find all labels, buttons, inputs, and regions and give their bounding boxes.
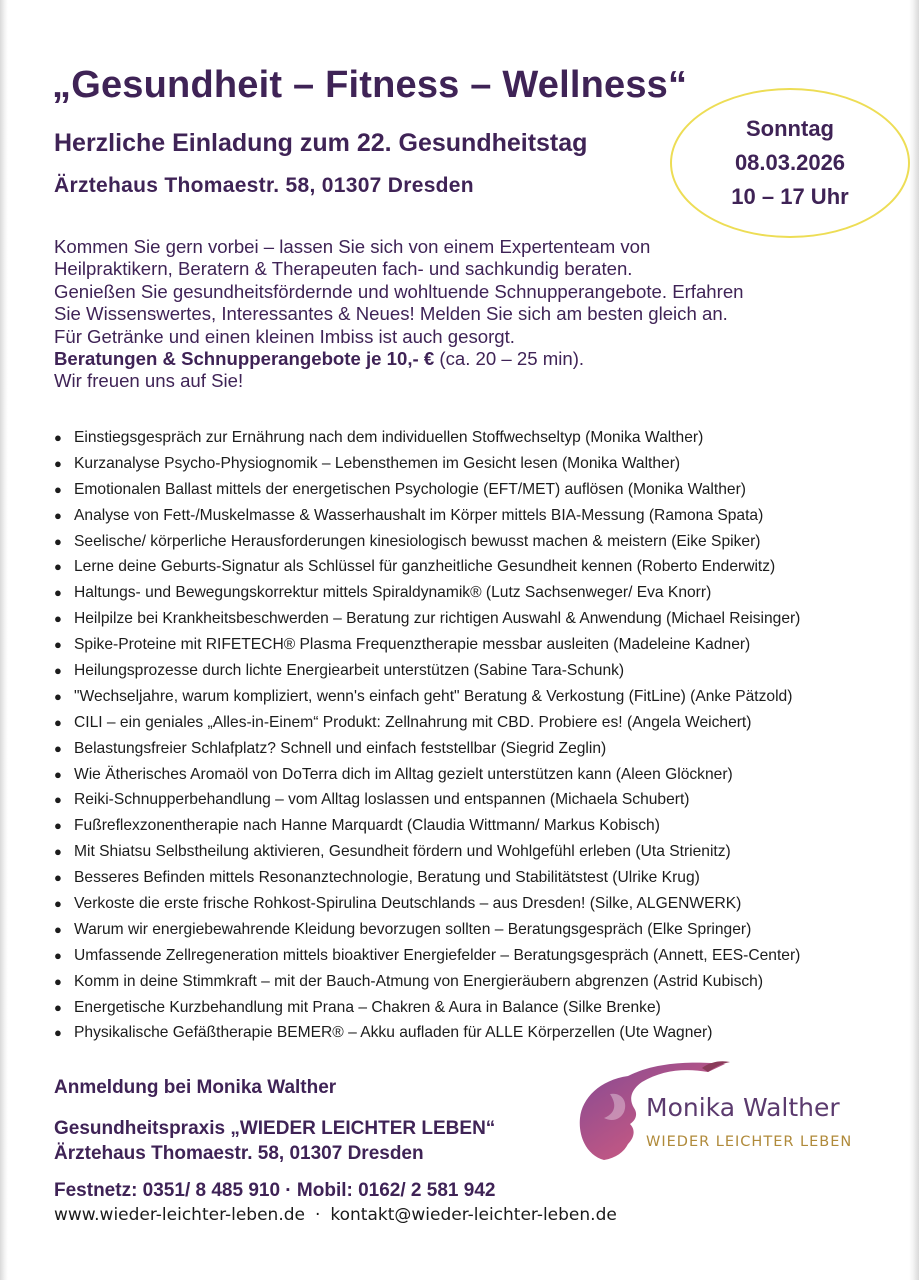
service-item: ● Spike-Proteine mit RIFETECH® Plasma Frequenztherapie messbar ausleiten (Madeleine Kadner) xyxy=(54,632,904,658)
bullet-icon: ● xyxy=(54,999,62,1015)
page-edge-right xyxy=(909,0,919,1280)
bullet-icon: ● xyxy=(54,947,62,963)
service-item: ● Emotionalen Ballast mittels der energetischen Psychologie (EFT/MET) auflösen (Monika Walther) xyxy=(54,477,904,503)
service-item: ● Heilungsprozesse durch lichte Energiearbeit unterstützen (Sabine Tara-Schunk) xyxy=(54,658,904,684)
bullet-icon: ● xyxy=(54,844,62,860)
bullet-icon: ● xyxy=(54,688,62,704)
bullet-icon: ● xyxy=(54,870,62,886)
service-item: ● Komm in deine Stimmkraft – mit der Bauch-Atmung von Energieräubern abgrenzen (Astrid Kubisch) xyxy=(54,969,904,995)
event-address: Ärztehaus Thomaestr. 58, 01307 Dresden xyxy=(54,174,474,197)
contact-row xyxy=(54,1205,617,1225)
intro-line: Kommen Sie gern vorbei – lassen Sie sich von einem Expertenteam von xyxy=(54,236,651,257)
intro-line: Für Getränke und einen kleinen Imbiss ist auch gesorgt. xyxy=(54,325,515,347)
bullet-icon: ● xyxy=(54,611,62,627)
bullet-icon: ● xyxy=(54,637,62,653)
service-item: ● Analyse von Fett-/Muskelmasse & Wasserhaushalt im Körper mittels BIA-Messung (Ramona Spata) xyxy=(54,503,904,529)
offer-line xyxy=(54,348,894,370)
service-item: ● Warum wir energiebewahrende Kleidung bevorzugen sollten – Beratungsgespräch (Elke Springer) xyxy=(54,917,904,943)
service-item: ● Umfassende Zellregeneration mittels bioaktiver Energiefelder – Beratungsgespräch (Annett, EES-Center) xyxy=(54,943,904,969)
service-item: ● Kurzanalyse Psycho-Physiognomik – Lebensthemen im Gesicht lesen (Monika Walther) xyxy=(54,451,904,477)
logo-tagline: WIEDER LEICHTER LEBEN xyxy=(646,1134,853,1150)
offer-price: Beratungen & Schnupperangebote je 10,- € xyxy=(54,348,435,370)
offer-duration: (ca. 20 – 25 min). xyxy=(434,348,585,370)
service-item: ● Mit Shiatsu Selbstheilung aktivieren, Gesundheit fördern und Wohlgefühl erleben (Uta Strienitz) xyxy=(54,839,904,865)
bullet-icon: ● xyxy=(54,559,62,575)
event-day: Sonntag xyxy=(746,116,834,141)
registration-heading: Anmeldung bei Monika Walther xyxy=(54,1077,337,1098)
page-edge-left xyxy=(0,0,8,1280)
service-item: ● "Wechseljahre, warum kompliziert, wenn's einfach geht" Beratung & Verkostung (FitLine) (Anke Pätzold) xyxy=(54,684,904,710)
service-item: ● Lerne deine Geburts-Signatur als Schlüssel für ganzheitliche Gesundheit kennen (Roberto Enderwitz) xyxy=(54,554,904,580)
service-item: ● Verkoste die erste frische Rohkost-Spirulina Deutschlands – aus Dresden! (Silke, ALGENWERK) xyxy=(54,891,904,917)
bullet-icon: ● xyxy=(54,481,62,497)
flyer-title: „Gesundheit – Fitness – Wellness“ xyxy=(52,64,688,106)
bullet-icon: ● xyxy=(54,533,62,549)
bullet-icon: ● xyxy=(54,1025,62,1041)
bullet-icon: ● xyxy=(54,740,62,756)
bullet-icon: ● xyxy=(54,792,62,808)
bullet-icon: ● xyxy=(54,714,62,730)
service-item: ● Besseres Befinden mittels Resonanztechnologie, Beratung und Stabilitätstest (Ulrike Krug) xyxy=(54,865,904,891)
practice-name: Gesundheitspraxis „WIEDER LEICHTER LEBEN“ xyxy=(54,1118,496,1139)
intro-closing: Wir freuen uns auf Sie! xyxy=(54,370,244,392)
service-item: ● Energetische Kurzbehandlung mit Prana – Chakren & Aura in Balance (Silke Brenke) xyxy=(54,995,904,1021)
bullet-icon: ● xyxy=(54,455,62,471)
intro-line: Heilpraktikern, Beratern & Therapeuten fach- und sachkundig beraten. xyxy=(54,258,633,280)
logo-name: Monika Walther xyxy=(646,1093,840,1122)
service-item: ● Physikalische Gefäßtherapie BEMER® – Akku aufladen für ALLE Körperzellen (Ute Wagner) xyxy=(54,1020,904,1046)
service-item: ● Heilpilze bei Krankheitsbeschwerden – Beratung zur richtigen Auswahl & Anwendung (Michael Reisinger) xyxy=(54,606,904,632)
service-item: ● Fußreflexzonentherapie nach Hanne Marquardt (Claudia Wittmann/ Markus Kobisch) xyxy=(54,813,904,839)
phone-numbers: Festnetz: 0351/ 8 485 910 · Mobil: 0162/ 2 581 942 xyxy=(54,1180,496,1201)
intro-line: Sie Wissenswertes, Interessantes & Neues! Melden Sie sich am besten gleich an. xyxy=(54,303,728,325)
service-item: ● Haltungs- und Bewegungskorrektur mittels Spiraldynamik® (Lutz Sachsenweger/ Eva Knorr) xyxy=(54,580,904,606)
bullet-icon: ● xyxy=(54,663,62,679)
event-date: 08.03.2026 xyxy=(734,150,846,175)
flyer-subtitle: Herzliche Einladung zum 22. Gesundheitstag xyxy=(54,129,588,157)
practice-address: Ärztehaus Thomaestr. 58, 01307 Dresden xyxy=(54,1143,424,1164)
service-item: ● Wie Ätherisches Aromaöl von DoTerra dich im Alltag gezielt unterstützen kann (Aleen Glöckner) xyxy=(54,762,904,788)
bullet-icon: ● xyxy=(54,507,62,523)
intro-text xyxy=(54,236,894,393)
bullet-icon: ● xyxy=(54,973,62,989)
bullet-icon: ● xyxy=(54,766,62,782)
service-item: ● Reiki-Schnupperbehandlung – vom Alltag loslassen und entspannen (Michaela Schubert) xyxy=(54,787,904,813)
event-time: 10 – 17 Uhr xyxy=(731,184,849,209)
bullet-icon: ● xyxy=(54,585,62,601)
service-item: ● Belastungsfreier Schlafplatz? Schnell und einfach feststellbar (Siegrid Zeglin) xyxy=(54,736,904,762)
intro-line: Genießen Sie gesundheitsfördernde und wohltuende Schnupperangebote. Erfahren xyxy=(54,280,744,302)
bullet-icon: ● xyxy=(54,818,62,834)
bullet-icon: ● xyxy=(54,430,62,445)
bullet-icon: ● xyxy=(54,896,62,912)
date-badge xyxy=(670,88,910,238)
website-link[interactable]: www.wieder-leichter-leben.de xyxy=(54,1205,305,1225)
bullet-icon: ● xyxy=(54,921,62,937)
service-item: ● Seelische/ körperliche Herausforderungen kinesiologisch bewusst machen & meistern (Eike Spiker) xyxy=(54,529,904,555)
services-list xyxy=(54,425,904,1046)
service-item: ● Einstiegsgespräch zur Ernährung nach dem individuellen Stoffwechseltyp (Monika Walther) xyxy=(54,425,904,451)
service-item: ● CILI – ein geniales „Alles-in-Einem“ Produkt: Zellnahrung mit CBD. Probiere es! (Angela Weichert) xyxy=(54,710,904,736)
email-link[interactable]: kontakt@wieder-leichter-leben.de xyxy=(330,1205,617,1225)
separator: · xyxy=(314,1205,321,1225)
